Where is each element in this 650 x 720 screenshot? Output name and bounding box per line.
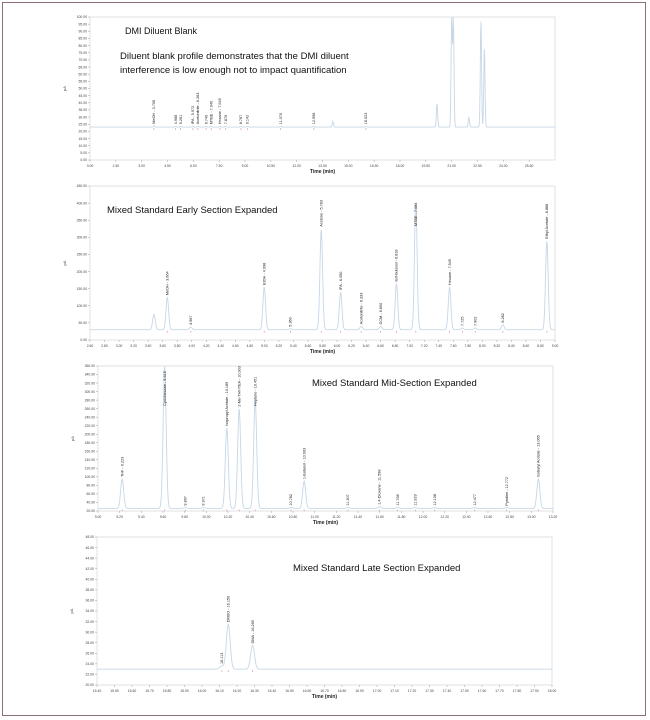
y-tick-label: 0.00 (80, 338, 87, 343)
y-tick-label: 100.00 (76, 303, 87, 308)
peak-label: 9.971 (201, 496, 206, 506)
x-tick-label: 16.50 (285, 689, 294, 693)
peak-label: 7.725 (460, 316, 465, 327)
y-tick-label: 55.00 (78, 79, 87, 84)
x-tick-label: 16.40 (267, 689, 277, 693)
x-tick-label: 19.50 (421, 164, 431, 168)
y-tick-label: 70.00 (78, 58, 87, 63)
x-tick-label: 3.60 (159, 344, 166, 348)
y-tick-label: 26.00 (85, 651, 94, 656)
y-tick-label: 50.00 (78, 321, 87, 326)
peak-label: MTBE - 7.084 (413, 202, 418, 226)
x-tick-label: 4.60 (232, 344, 239, 348)
x-tick-label: 6.00 (190, 164, 197, 168)
y-tick-label: 44.00 (85, 556, 94, 561)
peak (537, 435, 541, 511)
peak-label: THF - 9.223 (120, 456, 125, 478)
peak-label: 3.987 (188, 315, 193, 325)
x-tick-label: 13.50 (318, 164, 327, 168)
peak-label: 4.968 (173, 114, 178, 125)
y-tick-label: 250.00 (76, 252, 87, 257)
peak-label: 9.142 (245, 114, 250, 125)
peak (166, 271, 170, 332)
peak (184, 496, 188, 511)
peak (201, 496, 205, 511)
y-tick-label: 5.00 (80, 151, 87, 156)
y-tick-label: 200.00 (84, 432, 95, 437)
peak (289, 494, 293, 511)
x-tick-label: 16.00 (197, 689, 207, 693)
x-tick-label: 17.50 (460, 689, 469, 693)
peak-label: 10.782 (289, 493, 294, 506)
x-tick-label: 5.20 (275, 344, 283, 348)
peak (218, 98, 222, 130)
x-tick-label: 4.20 (202, 344, 210, 348)
y-tick-label: 65.00 (78, 65, 87, 70)
peak-label: 11.766 (395, 494, 400, 506)
peak-label: Cyclohexane - 9.615 (162, 371, 167, 406)
peak-label: Hexane - 7.549 (218, 98, 223, 125)
x-tick-label: 15.80 (162, 689, 172, 693)
y-tick-label: 100.00 (76, 15, 87, 20)
peak (224, 115, 228, 130)
y-tick-label: 25.00 (78, 122, 87, 127)
x-tick-label: 9.20 (116, 515, 123, 519)
x-tick-label: 16.20 (232, 689, 242, 693)
peak-label: IPA - 5.972 (191, 105, 196, 125)
x-tick-label: 10.20 (223, 515, 233, 519)
y-tick-label: 46.00 (85, 545, 94, 550)
x-tick-label: 9.40 (138, 515, 145, 519)
x-tick-label: 7.20 (420, 344, 428, 348)
peak (204, 115, 208, 130)
x-tick-label: 17.90 (530, 689, 539, 693)
peak-label: 11.070 (278, 112, 283, 125)
plot-area (97, 537, 552, 685)
y-tick-label: 340.00 (84, 372, 95, 377)
x-tick-label: 13.20 (548, 515, 558, 519)
peak (179, 115, 183, 130)
x-tick-label: 17.30 (425, 689, 434, 693)
peak-label: 7.876 (223, 114, 228, 125)
x-tick-label: 16.70 (320, 689, 329, 693)
peak (174, 115, 178, 130)
x-tick-label: 4.00 (188, 344, 196, 348)
peak-label: Isopropyl Acetate - 10.189 (225, 381, 230, 426)
x-tick-label: 17.80 (512, 689, 522, 693)
peak (289, 317, 293, 333)
peak-label: tert-butanol - 6.818 (394, 249, 399, 282)
x-tick-label: 17.00 (372, 689, 382, 693)
x-tick-label: 16.90 (355, 689, 364, 693)
y-axis-label: pA (69, 608, 74, 614)
y-tick-label: 450.00 (76, 184, 87, 189)
peak-label: 12.108 (432, 493, 437, 506)
x-tick-label: 8.20 (493, 344, 501, 348)
x-tick-label: 5.00 (261, 344, 268, 348)
chart-panel-1 (62, 15, 555, 175)
x-tick-label: 22.50 (473, 164, 482, 168)
x-tick-label: 12.00 (292, 164, 301, 168)
y-tick-label: 160.00 (84, 449, 95, 454)
y-tick-label: 150.00 (76, 286, 87, 291)
x-tick-label: 16.30 (250, 689, 259, 693)
x-axis-label: Time (min) (309, 349, 336, 355)
x-tick-label: 9.00 (551, 344, 559, 348)
x-tick-label: 24.00 (499, 164, 508, 168)
peak-label: 6.740 (204, 114, 209, 125)
x-axis-label: Time (min) (311, 694, 338, 700)
peak (505, 477, 509, 512)
peak (220, 653, 224, 673)
x-tick-label: 10.00 (202, 515, 211, 519)
x-tick-label: 16.60 (302, 689, 312, 693)
peak (346, 494, 350, 511)
y-tick-label: 40.00 (86, 500, 95, 505)
x-tick-label: 17.40 (442, 689, 452, 693)
chart-panel-2 (62, 184, 558, 355)
y-tick-label: 200.00 (76, 269, 87, 274)
y-tick-label: 60.00 (86, 492, 95, 497)
y-tick-label: 300.00 (84, 389, 95, 394)
x-tick-label: 9.00 (94, 515, 102, 519)
peak-label: 8.767 (239, 114, 244, 125)
x-tick-label: 11.00 (310, 515, 319, 519)
peak-label: Acetonitrile - 6.333 (359, 292, 364, 325)
chart-panel-3 (70, 364, 557, 526)
x-tick-label: 3.80 (173, 344, 181, 348)
y-axis-label: pA (62, 86, 67, 91)
y-tick-label: 60.00 (78, 72, 87, 77)
peak (473, 317, 477, 333)
x-tick-label: 6.60 (377, 344, 384, 348)
y-tick-label: 400.00 (76, 201, 87, 206)
y-tick-label: 30.00 (78, 115, 87, 120)
y-tick-label: 320.00 (84, 381, 95, 386)
peak-label: MTBE - 7.040 (209, 100, 214, 125)
y-tick-label: 10.00 (78, 143, 87, 148)
x-tick-label: 17.20 (407, 689, 417, 693)
y-tick-label: 30.00 (85, 630, 94, 635)
x-tick-label: 16.80 (337, 689, 347, 693)
x-tick-label: 7.60 (449, 344, 457, 348)
peak-label: Pyridine - 12.772 (504, 476, 509, 506)
y-tick-label: 32.00 (85, 619, 94, 624)
y-axis-label: pA (62, 260, 67, 266)
x-tick-label: 12.20 (440, 515, 449, 519)
y-tick-label: 95.00 (78, 22, 87, 27)
x-tick-label: 5.60 (304, 344, 312, 348)
x-tick-label: 10.80 (288, 515, 298, 519)
peak-label: Heptane - 10.451 (253, 376, 258, 406)
peak-label: 8.282 (501, 313, 506, 323)
x-tick-label: 4.40 (217, 344, 225, 348)
peak-label: Acetonitrile - 6.263 (196, 92, 201, 125)
chart-title: Mixed Standard Late Section Expanded (293, 563, 461, 574)
peak-label: MeOH - 3.706 (152, 99, 157, 124)
x-tick-label: 8.60 (522, 344, 530, 348)
x-tick-label: 1.50 (112, 164, 120, 168)
y-tick-label: 100.00 (84, 475, 95, 480)
x-tick-label: 6.20 (348, 344, 355, 348)
peak (461, 317, 465, 333)
y-tick-label: 120.00 (84, 466, 95, 471)
x-tick-label: 12.80 (505, 515, 514, 519)
y-tick-label: 28.00 (85, 640, 94, 645)
peak (378, 470, 382, 512)
y-tick-label: 80.00 (78, 43, 87, 48)
peak-label: 2-Me-THF/TEA - 10.303 (237, 366, 242, 407)
x-tick-label: 3.00 (115, 344, 123, 348)
x-tick-label: 5.40 (290, 344, 297, 348)
peak-label: 1,4-Dioxane - 11.598 (377, 469, 382, 505)
peak-label: 12.998 (312, 112, 317, 125)
peak-label: Ethyl Acetate - 8.888 (545, 203, 550, 239)
y-tick-label: 40.00 (85, 577, 94, 582)
x-tick-label: 21.00 (447, 164, 456, 168)
x-tick-label: 15.70 (145, 689, 154, 693)
peak-label: 11.929 (413, 494, 418, 506)
x-axis-label: Time (min) (312, 520, 339, 526)
x-tick-label: 7.50 (215, 164, 223, 168)
y-tick-label: 35.00 (78, 108, 87, 113)
y-tick-label: 15.00 (78, 136, 87, 141)
y-tick-label: 85.00 (78, 36, 87, 41)
chart-annotation: Diluent blank profile demonstrates that the DMI diluent (120, 51, 349, 62)
x-tick-label: 17.70 (495, 689, 504, 693)
y-tick-label: 0.00 (80, 158, 87, 163)
x-tick-label: 10.50 (266, 164, 276, 168)
x-tick-label: 11.40 (353, 515, 363, 519)
peak (414, 494, 418, 511)
y-tick-label: 34.00 (85, 609, 94, 614)
x-tick-label: 15.50 (110, 689, 119, 693)
x-tick-label: 16.50 (369, 164, 379, 168)
y-tick-label: 75.00 (78, 50, 87, 55)
peak-label: MeOH - 3.664 (165, 271, 170, 296)
peak-label: Acetone - 5.783 (319, 199, 324, 227)
x-tick-label: 12.00 (418, 515, 428, 519)
peak-label: Isobutyl Acetate - 13.065 (536, 435, 541, 478)
chromatogram-trace (97, 624, 552, 669)
x-tick-label: 4.50 (164, 164, 171, 168)
x-tick-label: 2.60 (86, 344, 94, 348)
y-tick-label: 24.00 (85, 662, 94, 667)
y-tick-label: 45.00 (78, 93, 87, 98)
y-tick-label: 38.00 (85, 588, 94, 593)
peak-label: 5.261 (178, 114, 183, 125)
x-axis-label: Time (min) (309, 169, 336, 175)
y-tick-label: 20.00 (86, 509, 95, 514)
x-tick-label: 3.40 (144, 344, 152, 348)
x-tick-label: 8.80 (537, 344, 544, 348)
x-tick-label: 6.80 (391, 344, 399, 348)
x-tick-label: 18.00 (395, 164, 405, 168)
y-tick-label: 140.00 (84, 458, 95, 463)
peak-label: DMSO - 16.150 (226, 595, 231, 623)
x-tick-label: 7.80 (464, 344, 472, 348)
peak-label: 11.307 (346, 494, 351, 506)
x-tick-label: 2.80 (101, 344, 108, 348)
y-tick-label: 280.00 (84, 398, 95, 403)
y-tick-label: 48.00 (85, 535, 94, 540)
y-tick-label: 40.00 (78, 101, 87, 105)
chart-title: DMI Diluent Blank (125, 26, 198, 36)
peak-label: DCM - 6.600 (378, 302, 383, 325)
y-tick-label: 220.00 (84, 423, 95, 428)
y-tick-label: 80.00 (86, 483, 95, 488)
chart-annotation: interference is low enough not to impact quantification (120, 65, 347, 76)
y-tick-label: 50.00 (78, 86, 87, 91)
y-tick-label: 90.00 (78, 29, 87, 34)
peak-label: IPA - 6.050 (338, 271, 343, 291)
x-tick-label: 15.90 (180, 689, 189, 693)
peak-label: DMA - 16.289 (250, 620, 255, 644)
x-tick-label: 15.60 (127, 689, 137, 693)
y-axis-label: pA (70, 436, 75, 441)
peak (246, 115, 250, 130)
peak (501, 313, 505, 333)
x-tick-label: 7.40 (435, 344, 443, 348)
peak-label: Hexane - 7.549 (447, 258, 452, 285)
x-tick-label: 16.10 (215, 689, 224, 693)
peak-label: EtOH - 4.998 (262, 262, 267, 285)
y-tick-label: 240.00 (84, 415, 95, 420)
peak-label: 16.113 (219, 652, 224, 664)
peak (189, 315, 193, 332)
peak-label: 1-Butanol - 10.903 (302, 447, 307, 480)
y-tick-label: 300.00 (76, 235, 87, 240)
x-tick-label: 10.40 (245, 515, 254, 519)
peak-label: 7.902 (473, 316, 478, 327)
y-tick-label: 22.00 (85, 672, 94, 677)
x-tick-label: 0.00 (86, 164, 94, 168)
x-tick-label: 7.00 (406, 344, 413, 348)
x-tick-label: 6.00 (333, 344, 341, 348)
x-tick-label: 4.80 (246, 344, 254, 348)
x-tick-label: 8.00 (479, 344, 486, 348)
x-tick-label: 10.60 (267, 515, 276, 519)
y-tick-label: 180.00 (84, 440, 95, 445)
x-tick-label: 3.20 (130, 344, 137, 348)
x-tick-label: 11.80 (397, 515, 406, 519)
chart-title: Mixed Standard Early Section Expanded (107, 205, 278, 216)
x-tick-label: 17.10 (390, 689, 399, 693)
x-tick-label: 15.00 (344, 164, 353, 168)
x-tick-label: 6.40 (362, 344, 370, 348)
x-tick-label: 25.50 (524, 164, 534, 168)
x-tick-label: 11.20 (332, 515, 341, 519)
peak (396, 494, 400, 511)
x-tick-label: 11.60 (375, 515, 384, 519)
x-tick-label: 15.40 (92, 689, 102, 693)
peak (196, 93, 200, 131)
peak-label: 16.023 (364, 112, 369, 125)
y-tick-label: 260.00 (84, 406, 95, 411)
x-tick-label: 3.00 (138, 164, 145, 168)
peak-label: 12.477 (472, 493, 477, 506)
y-tick-label: 20.00 (85, 683, 94, 688)
y-tick-label: 20.00 (78, 129, 87, 134)
x-tick-label: 12.40 (462, 515, 471, 519)
x-tick-label: 8.40 (508, 344, 515, 348)
peak-label: 9.807 (183, 496, 188, 506)
x-tick-label: 13.00 (527, 515, 536, 519)
x-tick-label: 9.60 (159, 515, 167, 519)
chart-title: Mixed Standard Mid-Section Expanded (312, 378, 477, 389)
peak (473, 494, 477, 511)
y-tick-label: 360.00 (84, 364, 95, 369)
x-tick-label: 9.00 (241, 164, 249, 168)
x-tick-label: 12.60 (483, 515, 493, 519)
peak-label: 5.360 (288, 317, 293, 327)
x-tick-label: 9.80 (181, 515, 188, 519)
peak (302, 448, 306, 512)
x-tick-label: 5.80 (319, 344, 326, 348)
peak (209, 101, 213, 130)
y-tick-label: 42.00 (85, 566, 94, 571)
y-tick-label: 36.00 (85, 598, 94, 603)
x-tick-label: 17.60 (477, 689, 487, 693)
peak (433, 494, 437, 511)
chart-panel-4 (69, 535, 556, 700)
x-tick-label: 18.00 (547, 689, 557, 693)
peak (239, 115, 243, 130)
y-tick-label: 350.00 (76, 218, 87, 223)
